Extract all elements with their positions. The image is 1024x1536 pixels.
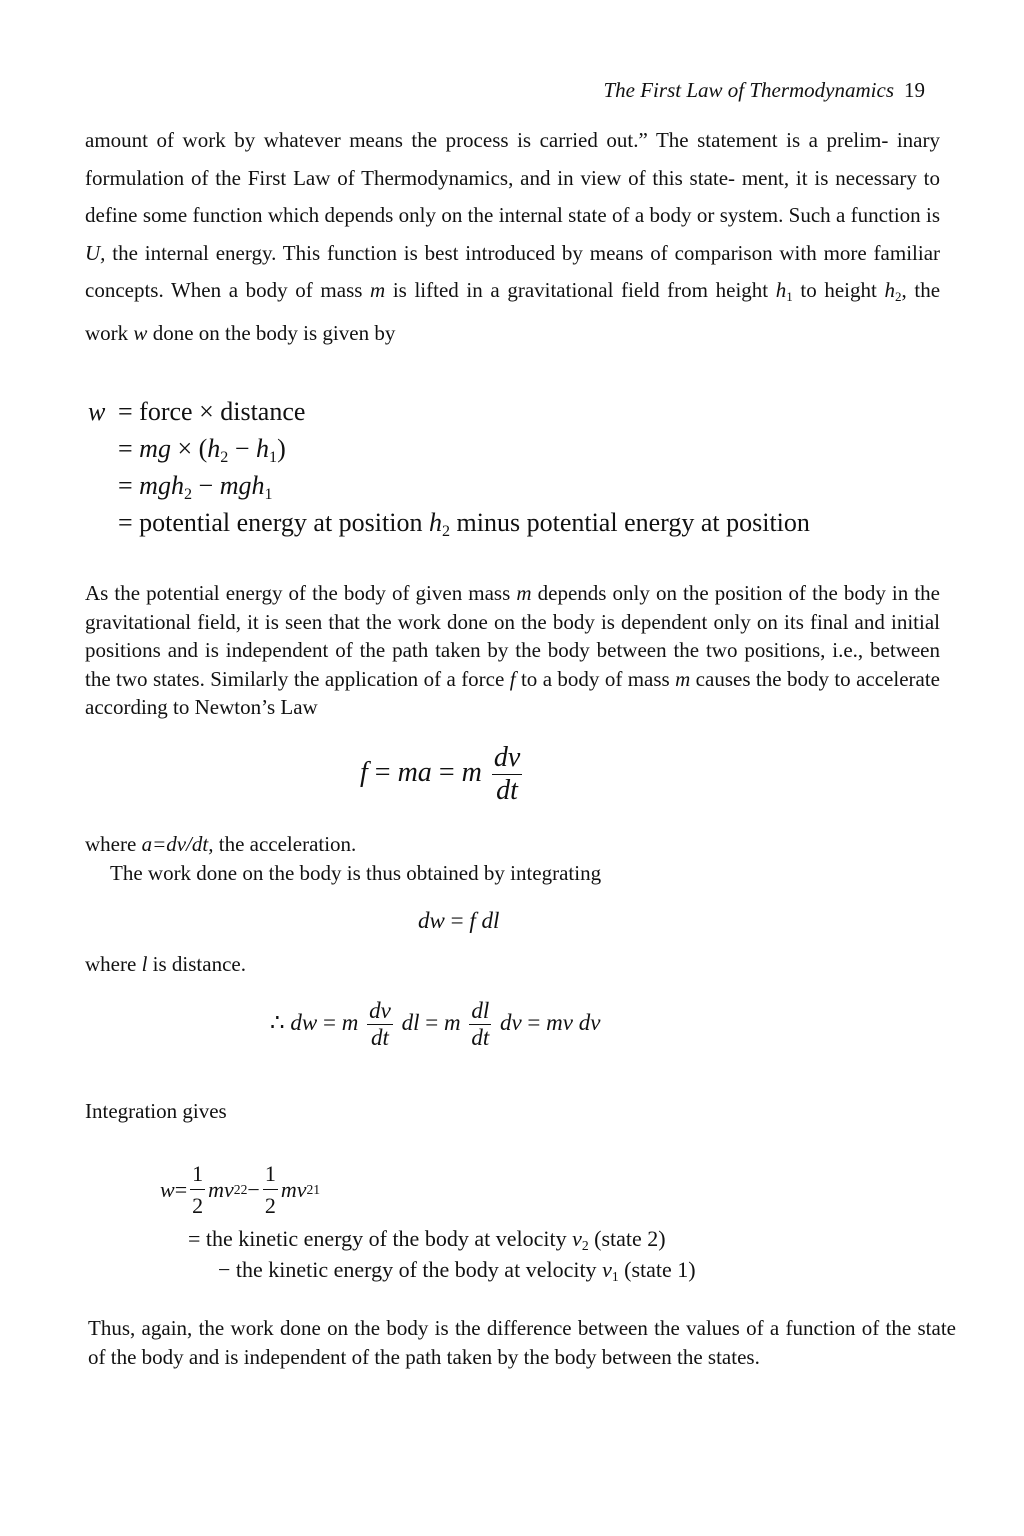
where-acceleration: where a=dv/dt, the acceleration. — [85, 832, 357, 856]
header-title: The First Law of Thermodynamics — [603, 78, 894, 102]
equation-dw: dw = f dl — [418, 908, 500, 933]
fraction-dv-dt: $\frac{dv}{dt}$ — [493, 742, 521, 806]
where-distance: where l is distance. — [85, 952, 246, 976]
integration-gives: Integration gives — [85, 1099, 227, 1123]
equation-newton: f = ma = m $\frac{dv}{dt}$ — [360, 742, 521, 806]
page-number: 19 — [904, 78, 925, 102]
equation-work-potential: w = force × distance = mg × $(h_2 - h_1)$ = mgh$_2$ − mgh$_1$ = potential energy at position $h_2$ minus potential energy at position — [88, 397, 810, 540]
paragraph-conclusion: Thus, again, the work done on the body is the difference between the values of a function of the state of the body and is independent of the path taken by the body between the states. — [88, 1316, 956, 1369]
paragraph-intro: amount of work by whatever means the process is carried out.” The statement is a prelim- inary formulation of the First Law of Thermodynamics, and in view of this state- ment, it is necessary to define some function which depends only on the internal state of a body or system. Such a function is U, the internal energy. This function is best introduced by means of comparison with more familiar concepts. When a body of mass m is lifted in a gravitational field from height $h_1$ to height $h_2$, the work w done on the body is given by — [85, 128, 941, 346]
running-header — [520, 78, 925, 103]
equation-therefore: ∴ dw = m $\frac{dv}{dt}$ dl = m $\frac{dl}{dt}$ dv = mv dv — [270, 998, 601, 1050]
integrating-text: The work done on the body is thus obtained by integrating — [110, 861, 602, 885]
equation-kinetic: w = $\frac{1}{2}$ mv 2 2 − $\frac{1}{2}$ mv 2 1 = the kinetic energy of the body at velocity $v_2$ (state 2) − the kinetic energy of the body at velocity $v_1$ (state 1) — [160, 1155, 696, 1285]
paragraph-potential: As the potential energy of the body of given mass m depends only on the position of the body in the gravitational field, it is seen that the work done on the body is dependent only on its final and initial positions and is independent of the path taken by the body between the two positions, i.e., between the two states. Similarly the application of a force f to a body of mass m causes the body to accelerate according to Newton’s Law — [85, 581, 941, 720]
